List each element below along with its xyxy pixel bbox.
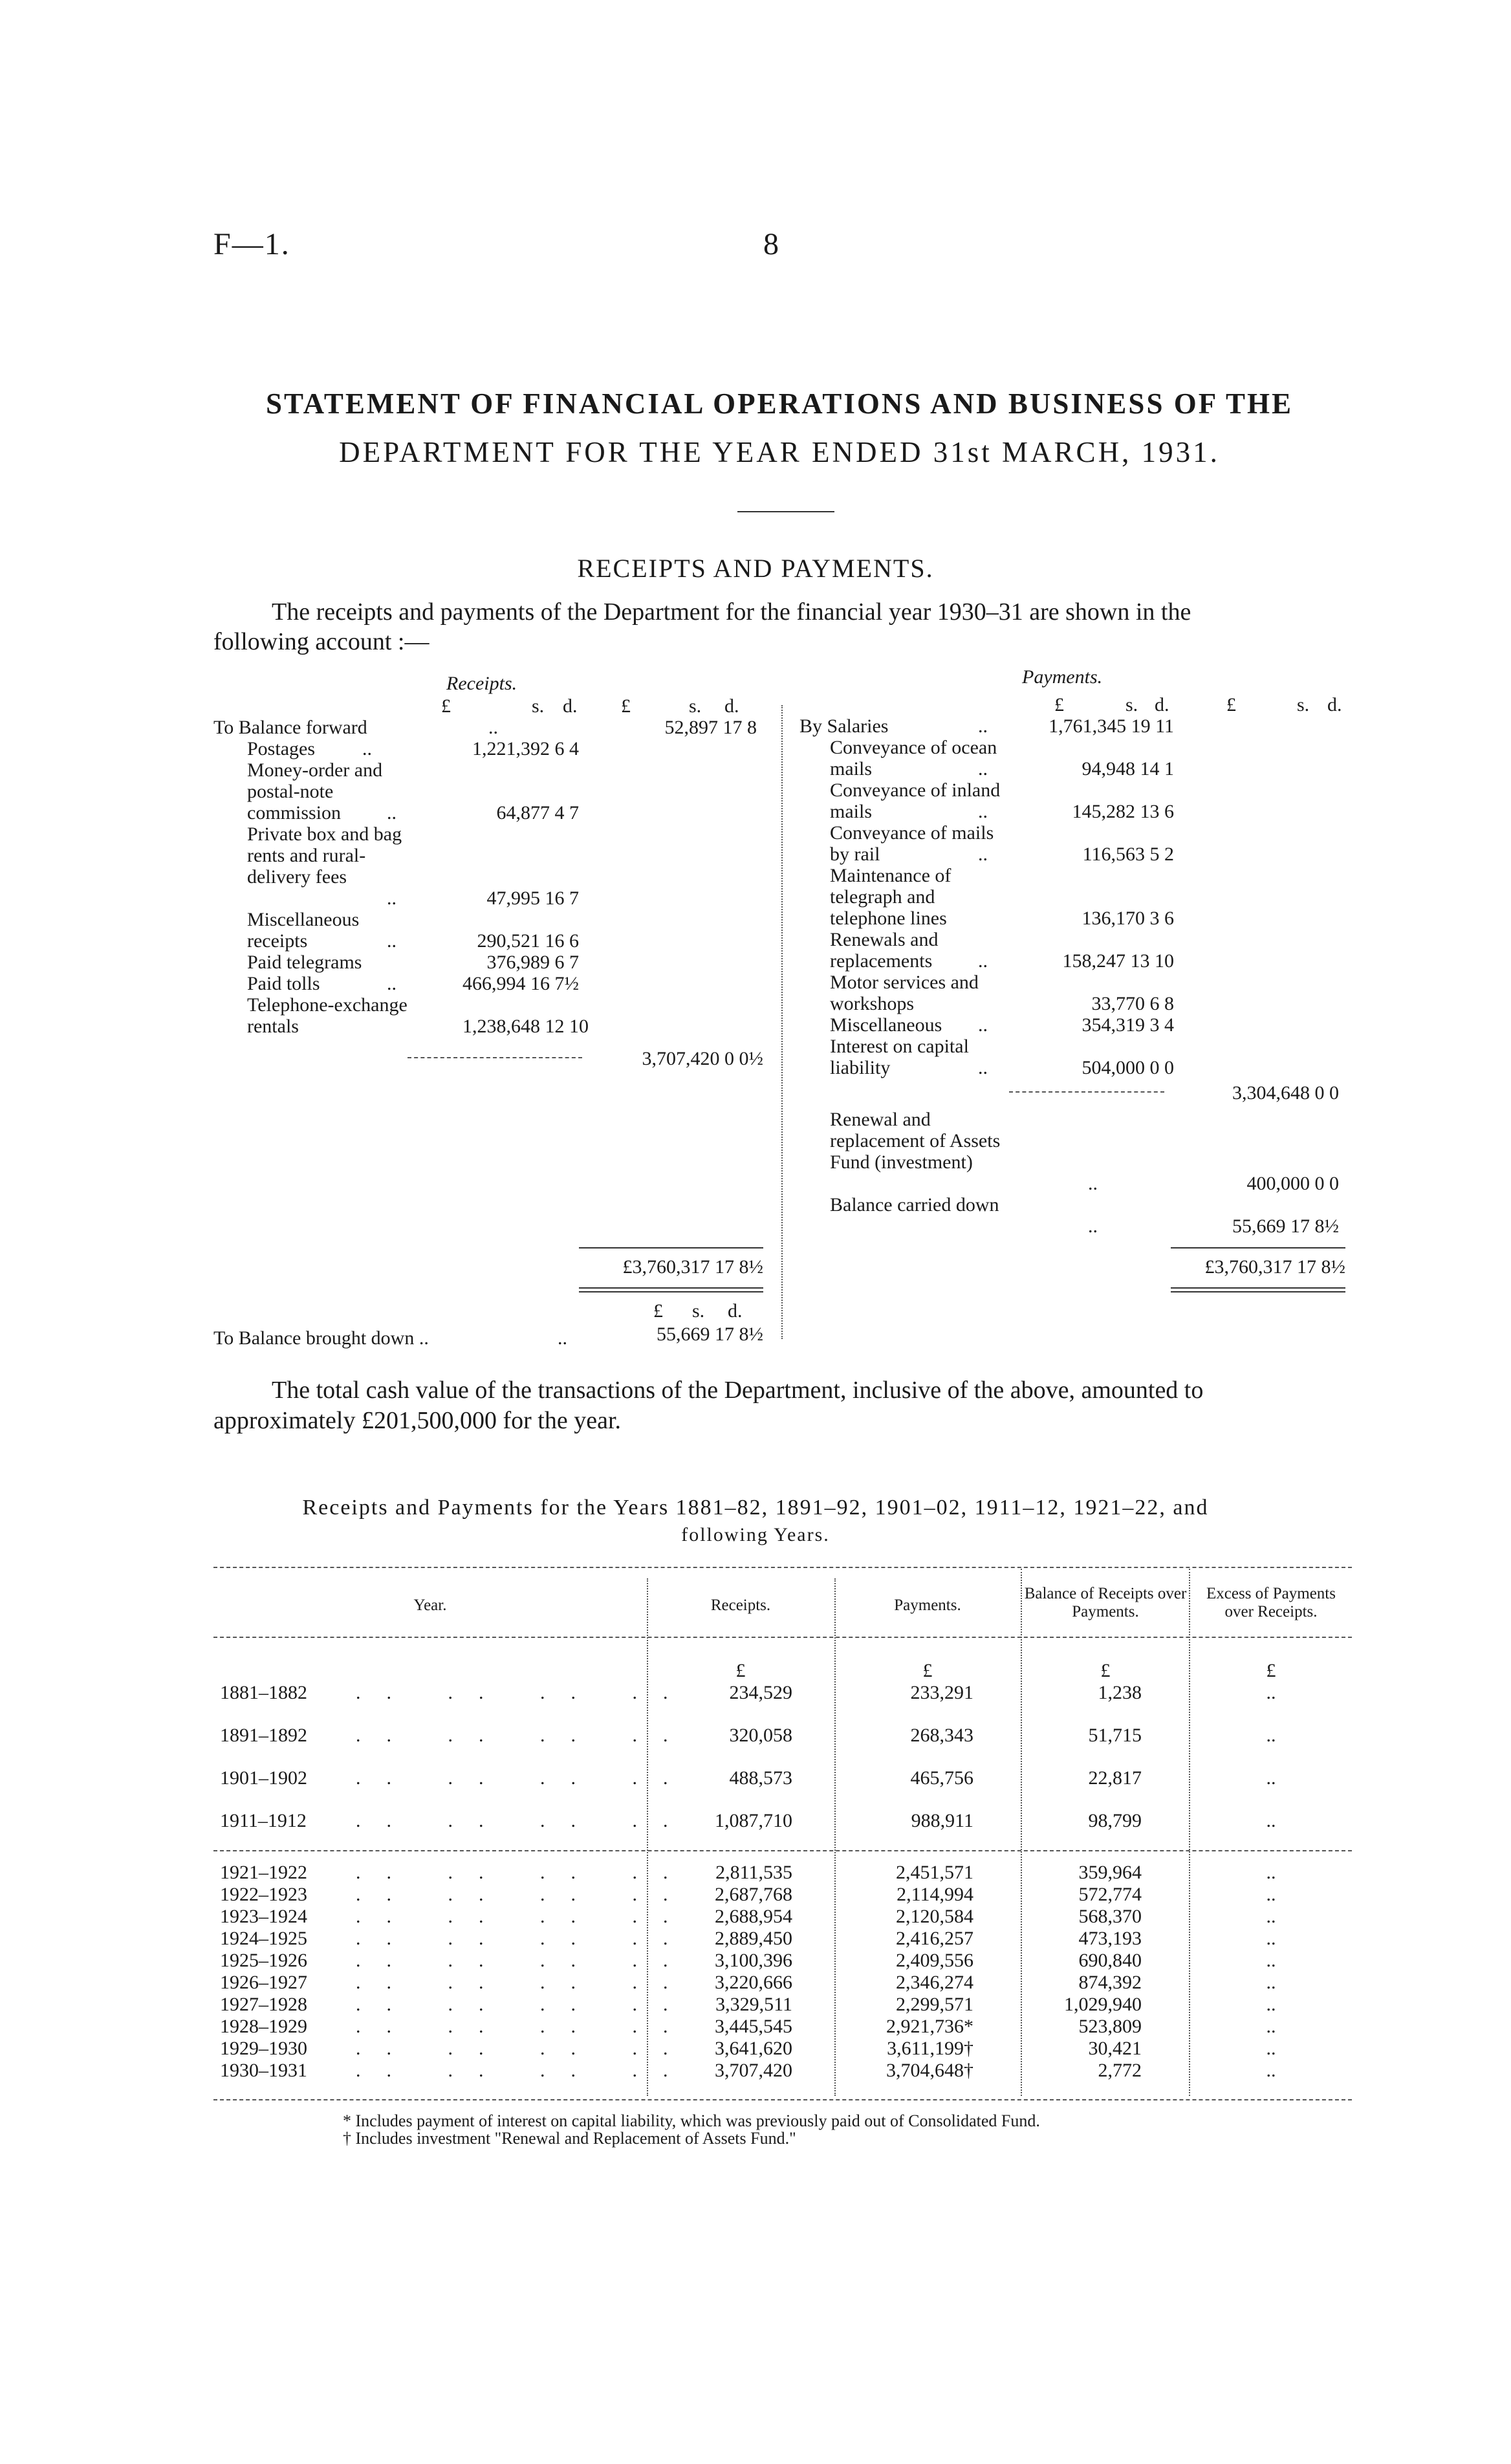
payments-subtotal: 3,304,648 0 0 <box>1232 1082 1339 1104</box>
row-receipts: 488,573 <box>729 1767 792 1789</box>
row-year: 1901–1902 <box>220 1767 307 1789</box>
row-year: 1921–1922 <box>220 1862 307 1883</box>
payment-label: Interest on capital liability <box>830 1036 969 1078</box>
history-bottom-rule <box>213 2099 1352 2100</box>
payments-total-col-s: s. <box>1297 694 1310 715</box>
row-balance: 568,370 <box>1078 1906 1142 1927</box>
receipt-label: Telephone-exchange rentals <box>247 994 408 1037</box>
row-year: 1930–1931 <box>220 2060 307 2081</box>
summary-line2: approximately £201,500,000 for the year. <box>213 1407 622 1434</box>
payment-amount: 33,770 6 8 <box>1091 993 1174 1014</box>
payment-dots: .. <box>978 1057 988 1078</box>
footnote-1: * Includes payment of interest on capital liability, which was previously paid out of Consolidated Fund. <box>343 2111 1040 2130</box>
receipt-dots: .. <box>488 717 498 738</box>
row-receipts: 3,220,666 <box>715 1972 792 1993</box>
row-balance: 2,772 <box>1098 2060 1142 2081</box>
receipt-dots: .. <box>387 973 397 994</box>
row-receipts: 234,529 <box>729 1682 792 1703</box>
section-heading: RECEIPTS AND PAYMENTS. <box>577 554 934 583</box>
row-receipts: 2,811,535 <box>715 1862 792 1883</box>
payment-amount: 354,319 3 4 <box>1082 1014 1174 1036</box>
brought-down-col-pound: £ <box>653 1300 663 1322</box>
row-leader-dots: .. .. .. .. <box>356 1682 694 1703</box>
row-balance: 22,817 <box>1088 1767 1142 1789</box>
payment-label: Miscellaneous <box>830 1014 942 1036</box>
col-header-receipts: Receipts. <box>710 1597 771 1614</box>
unit-balance: £ <box>1100 1660 1111 1681</box>
row-year: 1929–1930 <box>220 2038 307 2059</box>
payments-col-d: d. <box>1155 694 1169 715</box>
row-balance: 572,774 <box>1078 1884 1142 1905</box>
payment-label: Renewals and replacements <box>830 929 939 972</box>
row-balance: 1,029,940 <box>1064 1994 1142 2015</box>
footnote-2: † Includes investment "Renewal and Replacement of Assets Fund." <box>343 2129 796 2148</box>
receipt-label: Paid telegrams <box>247 952 362 973</box>
payment-extra-total: 55,669 17 8½ <box>1232 1216 1339 1237</box>
row-leader-dots: .. .. .. .. <box>356 2016 694 2037</box>
payment-label: Motor services and workshops <box>830 972 979 1014</box>
payment-label: Conveyance of ocean mails <box>830 737 997 780</box>
row-year: 1891–1892 <box>220 1725 307 1746</box>
receipt-label: Money-order and postal-note commission <box>247 759 383 823</box>
row-payments: 2,114,994 <box>897 1884 973 1905</box>
row-payments: 3,611,199† <box>887 2038 973 2059</box>
payment-amount: 145,282 13 6 <box>1072 801 1174 822</box>
account-divider <box>781 705 783 1339</box>
page-title-line1: STATEMENT OF FINANCIAL OPERATIONS AND BUSINESS OF THE <box>265 387 1294 420</box>
row-payments: 2,921,736* <box>886 2016 973 2037</box>
row-payments: 2,416,257 <box>896 1928 973 1949</box>
row-leader-dots: .. .. .. .. <box>356 1725 694 1746</box>
row-payments: 988,911 <box>911 1810 973 1831</box>
page-number: 8 <box>763 227 779 261</box>
row-payments: 2,409,556 <box>896 1950 973 1971</box>
payments-heading: Payments. <box>1022 666 1103 688</box>
payments-col-s: s. <box>1125 694 1138 715</box>
row-receipts: 3,707,420 <box>715 2060 792 2081</box>
row-excess: .. <box>1266 1767 1276 1789</box>
row-receipts: 3,100,396 <box>715 1950 792 1971</box>
brought-down-col-d: d. <box>728 1300 743 1322</box>
row-leader-dots: .. .. .. .. <box>356 1972 694 1993</box>
payment-extra-total: 400,000 0 0 <box>1246 1173 1339 1194</box>
row-excess: .. <box>1266 2016 1276 2037</box>
row-excess: .. <box>1266 2038 1276 2059</box>
col-header-balance: Balance of Receipts over Payments. <box>1024 1585 1187 1620</box>
receipt-amount: 1,221,392 6 4 <box>472 738 579 759</box>
row-excess: .. <box>1266 1725 1276 1746</box>
receipt-total: 52,897 17 8 <box>664 717 757 738</box>
row-payments: 268,343 <box>910 1725 973 1746</box>
payment-amount: 136,170 3 6 <box>1082 908 1174 929</box>
row-year: 1923–1924 <box>220 1906 307 1927</box>
payment-amount: 1,761,345 19 11 <box>1049 715 1174 737</box>
payment-label: Conveyance of mails by rail <box>830 822 994 865</box>
row-leader-dots: .. .. .. .. <box>356 1862 694 1883</box>
row-excess: .. <box>1266 1682 1276 1703</box>
payments-total-top-rule <box>1171 1247 1345 1248</box>
payment-dots: .. <box>978 1014 988 1036</box>
row-excess: .. <box>1266 1972 1276 1993</box>
receipt-label: Paid tolls <box>247 973 320 994</box>
history-mid-rule <box>213 1850 1352 1851</box>
payment-amount: 158,247 13 10 <box>1062 950 1174 972</box>
row-balance: 1,238 <box>1098 1682 1142 1703</box>
payment-dots: .. <box>978 801 988 822</box>
receipts-col-s: s. <box>532 695 545 717</box>
col-header-excess: Excess of Payments over Receipts. <box>1206 1585 1336 1620</box>
row-leader-dots: .. .. .. .. <box>356 2038 694 2059</box>
payment-dots: .. <box>978 758 988 780</box>
row-payments: 2,120,584 <box>896 1906 973 1927</box>
payments-total: £3,760,317 17 8½ <box>1204 1256 1345 1278</box>
receipt-label: Postages <box>247 738 315 759</box>
row-payments: 2,451,571 <box>896 1862 973 1883</box>
receipt-amount: 376,989 6 7 <box>486 952 579 973</box>
payment-dots: .. <box>978 844 988 865</box>
row-excess: .. <box>1266 1950 1276 1971</box>
receipt-dots: .. <box>362 738 372 759</box>
row-leader-dots: .. .. .. .. <box>356 1884 694 1905</box>
receipt-amount: 1,238,648 12 10 <box>462 1016 589 1037</box>
receipts-total-rule1 <box>579 1287 763 1289</box>
receipt-label: Private box and bag rents and rural-delivery fees <box>247 823 402 888</box>
payment-extra-label: Renewal and replacement of Assets Fund (investment) <box>830 1109 1001 1173</box>
receipts-total-top-rule <box>579 1247 763 1248</box>
payments-col-pound: £ <box>1054 694 1064 715</box>
receipt-label: To Balance forward <box>213 717 367 738</box>
row-leader-dots: .. .. .. .. <box>356 1767 694 1789</box>
history-title-line2: following Years. <box>681 1524 830 1545</box>
row-year: 1924–1925 <box>220 1928 307 1949</box>
brought-down-label: To Balance brought down .. <box>213 1327 429 1349</box>
row-year: 1927–1928 <box>220 1994 307 2015</box>
row-leader-dots: .. .. .. .. <box>356 1906 694 1927</box>
receipts-col-d: d. <box>563 695 578 717</box>
row-receipts: 2,687,768 <box>715 1884 792 1905</box>
row-leader-dots: .. .. .. .. <box>356 1994 694 2015</box>
row-year: 1881–1882 <box>220 1682 307 1703</box>
row-balance: 30,421 <box>1088 2038 1142 2059</box>
receipts-total-col-pound: £ <box>621 695 631 717</box>
payment-extra-dots: .. <box>1088 1216 1098 1237</box>
row-excess: .. <box>1266 1994 1276 2015</box>
row-balance: 523,809 <box>1078 2016 1142 2037</box>
row-year: 1926–1927 <box>220 1972 307 1993</box>
unit-payments: £ <box>922 1660 933 1681</box>
row-excess: .. <box>1266 1906 1276 1927</box>
history-header-rule <box>213 1637 1352 1638</box>
row-receipts: 3,329,511 <box>715 1994 792 2015</box>
row-excess: .. <box>1266 1862 1276 1883</box>
row-leader-dots: .. .. .. .. <box>356 2060 694 2081</box>
row-receipts: 3,445,545 <box>715 2016 792 2037</box>
unit-excess: £ <box>1266 1660 1276 1681</box>
receipt-dots: .. <box>387 930 397 952</box>
payment-label: By Salaries <box>799 715 889 737</box>
row-leader-dots: .. .. .. .. <box>356 1928 694 1949</box>
col-header-payments: Payments. <box>894 1597 961 1614</box>
row-balance: 690,840 <box>1078 1950 1142 1971</box>
brought-down-amount: 55,669 17 8½ <box>657 1324 763 1345</box>
receipt-amount: 64,877 4 7 <box>496 802 579 823</box>
receipt-amount: 47,995 16 7 <box>486 888 579 909</box>
row-receipts: 2,688,954 <box>715 1906 792 1927</box>
row-payments: 2,346,274 <box>896 1972 973 1993</box>
receipts-col-pound: £ <box>441 695 451 717</box>
title-divider <box>737 511 834 512</box>
intro-line1: The receipts and payments of the Department for the financial year 1930–31 are shown in the <box>272 598 1191 626</box>
payment-dots: .. <box>978 715 988 737</box>
payment-extra-dots: .. <box>1088 1173 1098 1194</box>
row-excess: .. <box>1266 2060 1276 2081</box>
payments-subtotal-rule <box>1009 1091 1164 1093</box>
row-leader-dots: .. .. .. .. <box>356 1810 694 1831</box>
history-top-rule <box>213 1567 1352 1568</box>
row-excess: .. <box>1266 1884 1276 1905</box>
receipts-subtotal-rule <box>408 1057 582 1058</box>
col-header-year: Year. <box>413 1597 447 1614</box>
receipt-dots: .. <box>387 888 397 909</box>
payments-total-col-pound: £ <box>1226 694 1236 715</box>
receipt-label: Miscellaneous receipts <box>247 909 360 952</box>
page-title-line2: DEPARTMENT FOR THE YEAR ENDED 31st MARCH, 1931. <box>339 436 1220 468</box>
payment-amount: 94,948 14 1 <box>1082 758 1174 780</box>
row-receipts: 320,058 <box>729 1725 792 1746</box>
row-excess: .. <box>1266 1810 1276 1831</box>
row-payments: 233,291 <box>910 1682 973 1703</box>
brought-down-dots: .. <box>558 1327 567 1349</box>
payment-label: Conveyance of inland mails <box>830 780 1001 822</box>
row-balance: 51,715 <box>1088 1725 1142 1746</box>
brought-down-col-s: s. <box>692 1300 705 1322</box>
row-receipts: 3,641,620 <box>715 2038 792 2059</box>
row-year: 1928–1929 <box>220 2016 307 2037</box>
row-payments: 465,756 <box>910 1767 973 1789</box>
receipts-heading: Receipts. <box>446 673 517 694</box>
receipt-amount: 290,521 16 6 <box>477 930 579 952</box>
receipts-subtotal: 3,707,420 0 0½ <box>642 1048 763 1069</box>
document-ref: F—1. <box>213 227 290 261</box>
payment-dots: .. <box>978 950 988 972</box>
receipt-dots: .. <box>387 802 397 823</box>
intro-line2: following account :— <box>213 628 429 655</box>
row-year: 1922–1923 <box>220 1884 307 1905</box>
row-excess: .. <box>1266 1928 1276 1949</box>
row-payments: 3,704,648† <box>886 2060 973 2081</box>
summary-line1: The total cash value of the transactions of the Department, inclusive of the above, amounted to <box>272 1377 1204 1404</box>
row-payments: 2,299,571 <box>896 1994 973 2015</box>
payment-amount: 504,000 0 0 <box>1082 1057 1174 1078</box>
receipts-total: £3,760,317 17 8½ <box>622 1256 763 1278</box>
payments-total-rule1 <box>1171 1287 1345 1289</box>
row-balance: 473,193 <box>1078 1928 1142 1949</box>
receipts-total-rule2 <box>579 1291 763 1292</box>
unit-receipts: £ <box>735 1660 746 1681</box>
row-balance: 874,392 <box>1078 1972 1142 1993</box>
receipt-amount: 466,994 16 7½ <box>462 973 579 994</box>
row-leader-dots: .. .. .. .. <box>356 1950 694 1971</box>
receipts-total-col-s: s. <box>689 695 702 717</box>
payments-total-col-d: d. <box>1327 694 1342 715</box>
row-balance: 359,964 <box>1078 1862 1142 1883</box>
history-title-line1: Receipts and Payments for the Years 1881–82, 1891–92, 1901–02, 1911–12, 1921–22, and <box>302 1496 1209 1520</box>
row-receipts: 2,889,450 <box>715 1928 792 1949</box>
receipts-total-col-d: d. <box>724 695 739 717</box>
payment-extra-label: Balance carried down <box>830 1194 999 1216</box>
payment-label: Maintenance of telegraph and telephone lines <box>830 865 951 929</box>
row-year: 1925–1926 <box>220 1950 307 1971</box>
row-year: 1911–1912 <box>220 1810 307 1831</box>
row-balance: 98,799 <box>1088 1810 1142 1831</box>
payments-total-rule2 <box>1171 1291 1345 1292</box>
row-receipts: 1,087,710 <box>715 1810 792 1831</box>
payment-amount: 116,563 5 2 <box>1082 844 1174 865</box>
